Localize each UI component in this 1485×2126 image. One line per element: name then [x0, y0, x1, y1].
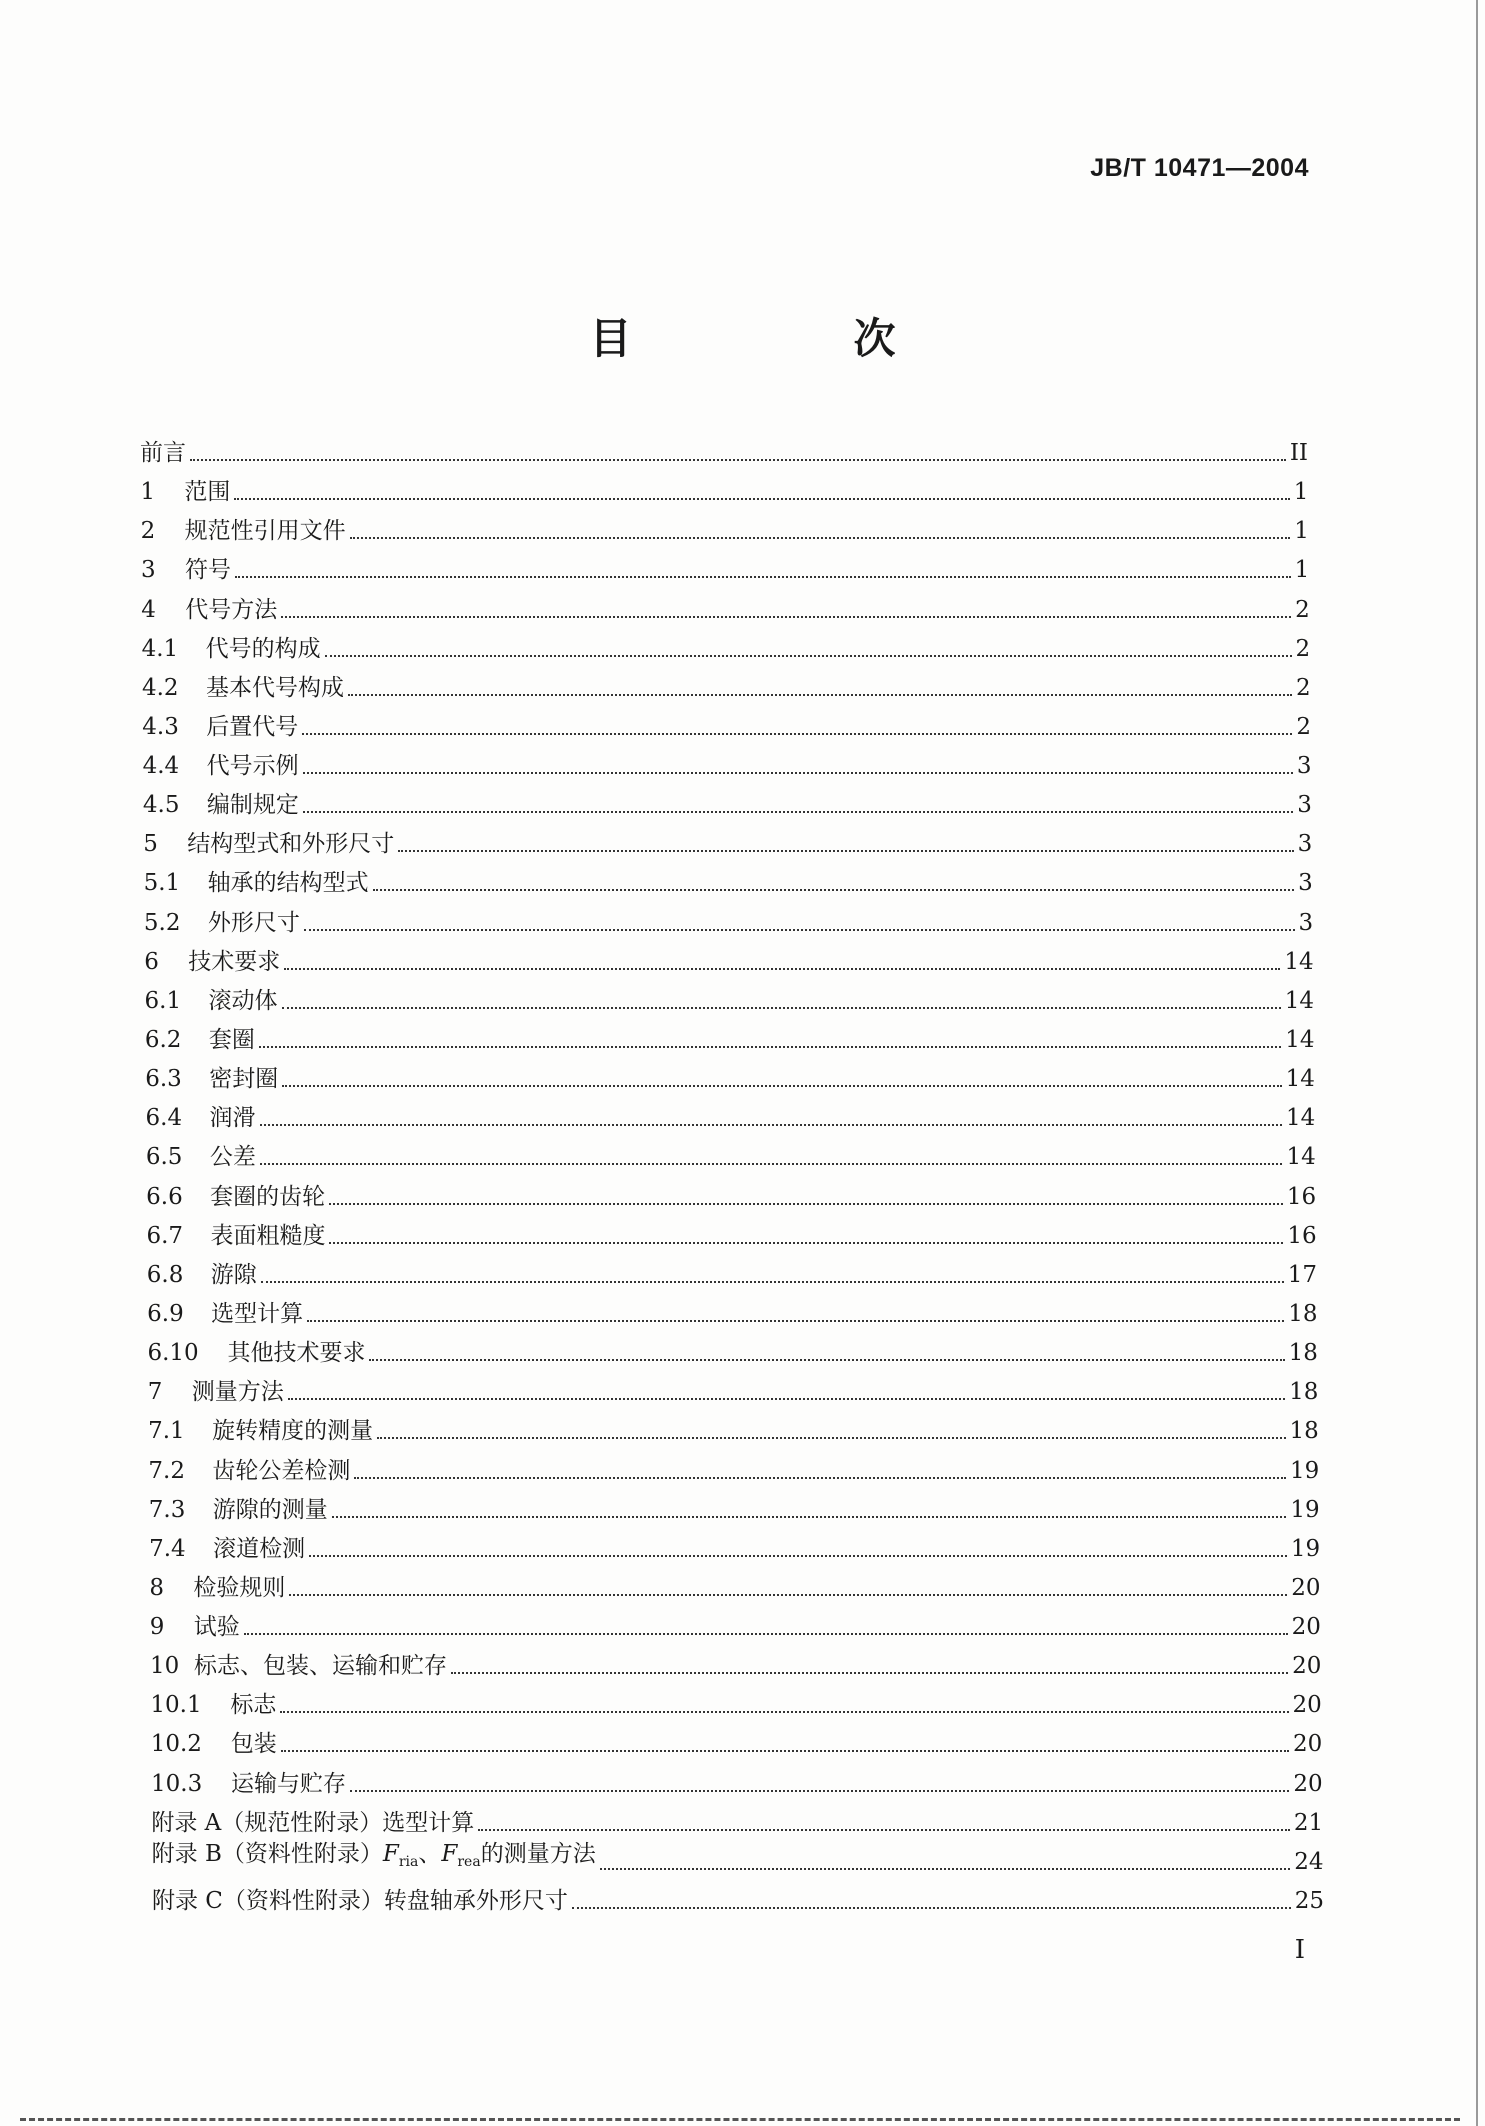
toc-entry-number: 4.1	[141, 635, 179, 662]
dot-leader	[284, 968, 1280, 970]
toc-entry-title: 润滑	[209, 1105, 256, 1132]
toc-entry-page: 2	[1295, 596, 1310, 623]
toc-entry-title: 后置代号	[206, 713, 299, 740]
dot-leader	[398, 850, 1293, 852]
symbol: F	[382, 1840, 399, 1867]
toc-entry	[151, 1800, 1323, 1838]
toc-entry	[149, 1565, 1320, 1603]
toc-entry-number: 4.2	[141, 674, 179, 701]
toc-entry	[144, 900, 1313, 938]
dot-leader	[289, 1594, 1287, 1596]
toc-title: 目 次	[589, 314, 986, 363]
dot-leader	[348, 694, 1292, 696]
toc-entry	[142, 704, 1311, 742]
toc-entry-page: 14	[1286, 1144, 1316, 1171]
toc-entry	[146, 1213, 1316, 1251]
toc-entry-page: 3	[1296, 753, 1312, 780]
dot-leader	[281, 616, 1291, 618]
toc-entry-title: 标志	[230, 1692, 277, 1719]
dot-leader	[281, 1750, 1289, 1752]
toc-entry	[145, 978, 1315, 1016]
toc-entry-title: 测量方法	[191, 1379, 284, 1406]
dot-leader	[303, 811, 1293, 813]
dot-leader	[600, 1868, 1291, 1870]
dot-leader	[332, 1516, 1287, 1518]
toc-entry-number: 3	[140, 557, 156, 584]
toc-entry-page: 3	[1298, 909, 1314, 936]
dot-leader	[309, 1555, 1287, 1557]
toc-entry-title: 代号示例	[206, 753, 299, 780]
dot-leader	[478, 1829, 1290, 1831]
toc-entry	[144, 939, 1313, 977]
toc-entry-title: 齿轮公差检测	[212, 1457, 351, 1484]
toc-entry-title: 游隙的测量	[212, 1496, 328, 1523]
toc-entry	[142, 626, 1311, 664]
dot-leader	[280, 1711, 1288, 1713]
toc-entry	[140, 430, 1308, 468]
dot-leader	[350, 537, 1291, 539]
dot-leader	[325, 655, 1292, 657]
toc-entry-page: 3	[1297, 831, 1313, 858]
toc-entry-number: 6.2	[144, 1027, 182, 1054]
toc-entry-number: 4	[141, 596, 156, 623]
toc-entry-page: 20	[1291, 1574, 1321, 1601]
subscript: rea	[457, 1853, 481, 1870]
toc-entry-page: 14	[1285, 1027, 1315, 1054]
toc-entry-title: 选型计算	[211, 1300, 304, 1327]
toc-entry-title: 套圈	[208, 1027, 255, 1054]
toc-entry	[148, 1408, 1319, 1446]
toc-entry-number: 6.10	[147, 1340, 199, 1367]
dot-leader	[572, 1907, 1291, 1909]
toc-entry-page: 20	[1291, 1614, 1321, 1641]
toc-entry-title: 范围	[184, 479, 231, 506]
dot-leader	[235, 576, 1291, 578]
toc-entry-number: 6.6	[146, 1183, 183, 1210]
toc-entry-page: 2	[1295, 635, 1311, 662]
toc-entry-title: 游隙	[210, 1261, 257, 1288]
dot-leader	[329, 1242, 1283, 1244]
dot-leader	[307, 1320, 1284, 1322]
toc-entry-title: 包装	[230, 1731, 277, 1758]
text-part: 、	[418, 1840, 442, 1867]
toc-entry-title: 其他技术要求	[227, 1340, 366, 1367]
toc-entry-page: 1	[1294, 518, 1309, 545]
toc-entry-page: 14	[1284, 948, 1314, 975]
text-part: 附录 B（资料性附录）	[151, 1840, 383, 1867]
dot-leader	[282, 1007, 1281, 1009]
dot-leader	[282, 1085, 1281, 1087]
toc-entry-number: 2	[140, 518, 156, 545]
toc-entry-number: 4.4	[142, 753, 180, 780]
toc-entry	[147, 1330, 1317, 1368]
toc-entry-title: 滚动体	[208, 987, 278, 1014]
dot-leader	[260, 1124, 1283, 1126]
toc-entry	[149, 1487, 1320, 1525]
page-number: I	[1294, 1935, 1305, 1965]
toc-entry-page: 20	[1292, 1653, 1322, 1680]
toc-entry	[151, 1721, 1323, 1759]
toc-entry-title: 代号的构成	[205, 635, 321, 662]
toc-entry-title: 旋转精度的测量	[212, 1418, 374, 1445]
toc-entry-number: 6.9	[147, 1300, 184, 1327]
dot-leader	[234, 498, 1289, 500]
toc-entry-page: 18	[1288, 1340, 1318, 1367]
toc-entry	[140, 469, 1308, 507]
toc-entry-title	[152, 1839, 596, 1877]
toc-entry	[143, 782, 1312, 820]
toc-entry-page: 3	[1297, 792, 1312, 819]
toc-entry	[144, 860, 1313, 898]
toc-entry	[150, 1682, 1321, 1720]
toc-entry	[141, 587, 1309, 625]
toc-entry-number: 6.4	[145, 1105, 183, 1132]
toc-entry-page: 19	[1289, 1457, 1320, 1484]
toc-entry-number: 6.5	[145, 1144, 183, 1171]
toc-entry-page: 1	[1294, 557, 1310, 584]
toc-entry-title: 密封圈	[209, 1066, 279, 1093]
toc-entry-title: 运输与贮存	[231, 1770, 347, 1797]
toc-entry-page: 14	[1284, 987, 1315, 1014]
toc-entry	[142, 665, 1311, 703]
toc-entry-title: 检验规则	[193, 1574, 286, 1601]
toc-entry-page: 18	[1289, 1418, 1319, 1445]
toc-entry-title: 附录 A（规范性附录）选型计算	[151, 1809, 475, 1836]
toc-entry-page: 16	[1287, 1222, 1317, 1249]
dot-leader	[369, 1359, 1284, 1361]
toc-entry-page: 14	[1285, 1066, 1315, 1093]
dot-leader	[303, 772, 1293, 774]
text-part: 的测量方法	[480, 1840, 596, 1867]
dot-leader	[190, 459, 1286, 461]
toc-entry-title: 规范性引用文件	[184, 518, 346, 545]
toc-entry-title: 标志、包装、运输和贮存	[194, 1653, 448, 1680]
toc-entry-number: 5	[143, 831, 158, 858]
toc-entry-page: 14	[1286, 1105, 1316, 1132]
toc-entry-number: 6.3	[145, 1066, 182, 1093]
symbol: F	[441, 1840, 458, 1867]
dot-leader	[350, 1790, 1289, 1792]
toc-entry	[145, 1017, 1315, 1055]
toc-entry-page: 20	[1292, 1731, 1323, 1758]
toc-entry-title: 试验	[193, 1614, 240, 1641]
toc-entry-number: 10.3	[151, 1770, 203, 1797]
toc-entry-number: 9	[149, 1614, 165, 1641]
toc-entry-page: 19	[1290, 1496, 1320, 1523]
toc-entry	[141, 508, 1309, 546]
standard-number: JB/T 10471—2004	[1090, 154, 1309, 182]
toc-entry-page: 16	[1286, 1183, 1317, 1210]
toc-entry-number: 10.1	[150, 1692, 202, 1719]
toc-entry-title: 公差	[209, 1144, 256, 1171]
toc-entry	[150, 1643, 1321, 1681]
toc-entry-title: 套圈的齿轮	[210, 1183, 326, 1210]
toc-entry-title: 结构型式和外形尺寸	[187, 831, 395, 858]
toc-entry-page: 1	[1293, 479, 1309, 506]
toc-entry-title: 符号	[184, 557, 231, 584]
toc-entry-number: 6.8	[146, 1261, 184, 1288]
toc-entry-title: 基本代号构成	[205, 674, 344, 701]
toc-entry-title: 外形尺寸	[207, 909, 300, 936]
toc-entry	[151, 1761, 1323, 1799]
toc-entry	[146, 1134, 1316, 1172]
toc-entry-number: 5.2	[143, 909, 181, 936]
toc-entry-page: 19	[1290, 1535, 1321, 1562]
toc-entry-page: 18	[1288, 1300, 1318, 1327]
toc-entry-number: 5.1	[143, 870, 181, 897]
toc-entry-number: 1	[140, 479, 155, 506]
toc-entry-number: 7.2	[148, 1457, 185, 1484]
toc-entry	[145, 1056, 1315, 1094]
toc-entry	[152, 1839, 1324, 1877]
toc-entry-number: 7.1	[148, 1418, 185, 1445]
toc-entry-title: 轴承的结构型式	[207, 870, 369, 897]
toc-entry-number: 10	[150, 1653, 180, 1680]
toc-entry-page: 25	[1294, 1888, 1324, 1914]
toc-entry	[148, 1369, 1319, 1407]
toc-entry	[150, 1604, 1321, 1642]
dot-leader	[373, 889, 1295, 891]
toc-entry-title: 代号方法	[185, 596, 278, 623]
toc-entry-page: 24	[1294, 1848, 1324, 1875]
toc-entry-title: 滚道检测	[213, 1535, 306, 1562]
subscript: ria	[398, 1853, 419, 1870]
toc-entry-number: 4.3	[142, 713, 179, 740]
toc-entry-page: II	[1289, 440, 1308, 466]
toc-entry-number: 7.4	[149, 1535, 186, 1562]
toc-entry-title: 附录 C（资料性附录）转盘轴承外形尺寸	[152, 1888, 568, 1914]
toc-entry	[148, 1448, 1319, 1486]
dot-leader	[259, 1046, 1281, 1048]
toc-entry	[147, 1252, 1317, 1290]
toc-entry	[143, 743, 1312, 781]
toc-entry-number: 8	[149, 1574, 165, 1601]
toc-entry-page: 17	[1287, 1261, 1318, 1288]
toc-entry-number: 7	[147, 1379, 163, 1406]
toc-entry-page: 20	[1292, 1692, 1322, 1719]
toc-entry-page: 18	[1289, 1379, 1319, 1406]
toc-entry	[147, 1291, 1317, 1329]
toc-entry-page: 20	[1293, 1770, 1323, 1797]
toc-entry	[149, 1526, 1320, 1564]
toc-entry	[143, 821, 1312, 859]
toc-entry-number: 7.3	[148, 1496, 186, 1523]
dot-leader	[377, 1437, 1285, 1439]
dot-leader	[244, 1633, 1288, 1635]
dot-leader	[261, 1281, 1284, 1283]
dot-leader	[451, 1672, 1288, 1674]
toc-entry-title: 表面粗糙度	[210, 1222, 326, 1249]
dot-leader	[260, 1163, 1283, 1165]
dot-leader	[288, 1398, 1285, 1400]
dot-leader	[329, 1203, 1283, 1205]
dot-leader	[302, 733, 1292, 735]
toc-entry-number: 6.7	[146, 1222, 184, 1249]
toc-entry-page: 3	[1298, 870, 1313, 897]
dot-leader	[354, 1477, 1286, 1479]
toc-entry	[141, 547, 1309, 585]
toc-entry-number: 6	[144, 948, 159, 975]
toc-entry-page: 2	[1295, 674, 1311, 701]
toc-entry-number: 10.2	[150, 1731, 202, 1758]
toc-entry-page: 21	[1293, 1809, 1324, 1836]
toc-entry-number: 6.1	[144, 987, 182, 1014]
toc-entry	[146, 1095, 1316, 1133]
toc-entry-title: 编制规定	[206, 792, 299, 819]
toc-entry-page: 2	[1296, 713, 1312, 740]
toc-entry-number: 4.5	[142, 792, 180, 819]
toc-entry-title: 前言	[140, 440, 186, 466]
toc-entry-title: 技术要求	[188, 948, 281, 975]
toc-entry	[146, 1174, 1316, 1212]
toc-entry	[152, 1878, 1324, 1916]
dot-leader	[304, 929, 1295, 931]
